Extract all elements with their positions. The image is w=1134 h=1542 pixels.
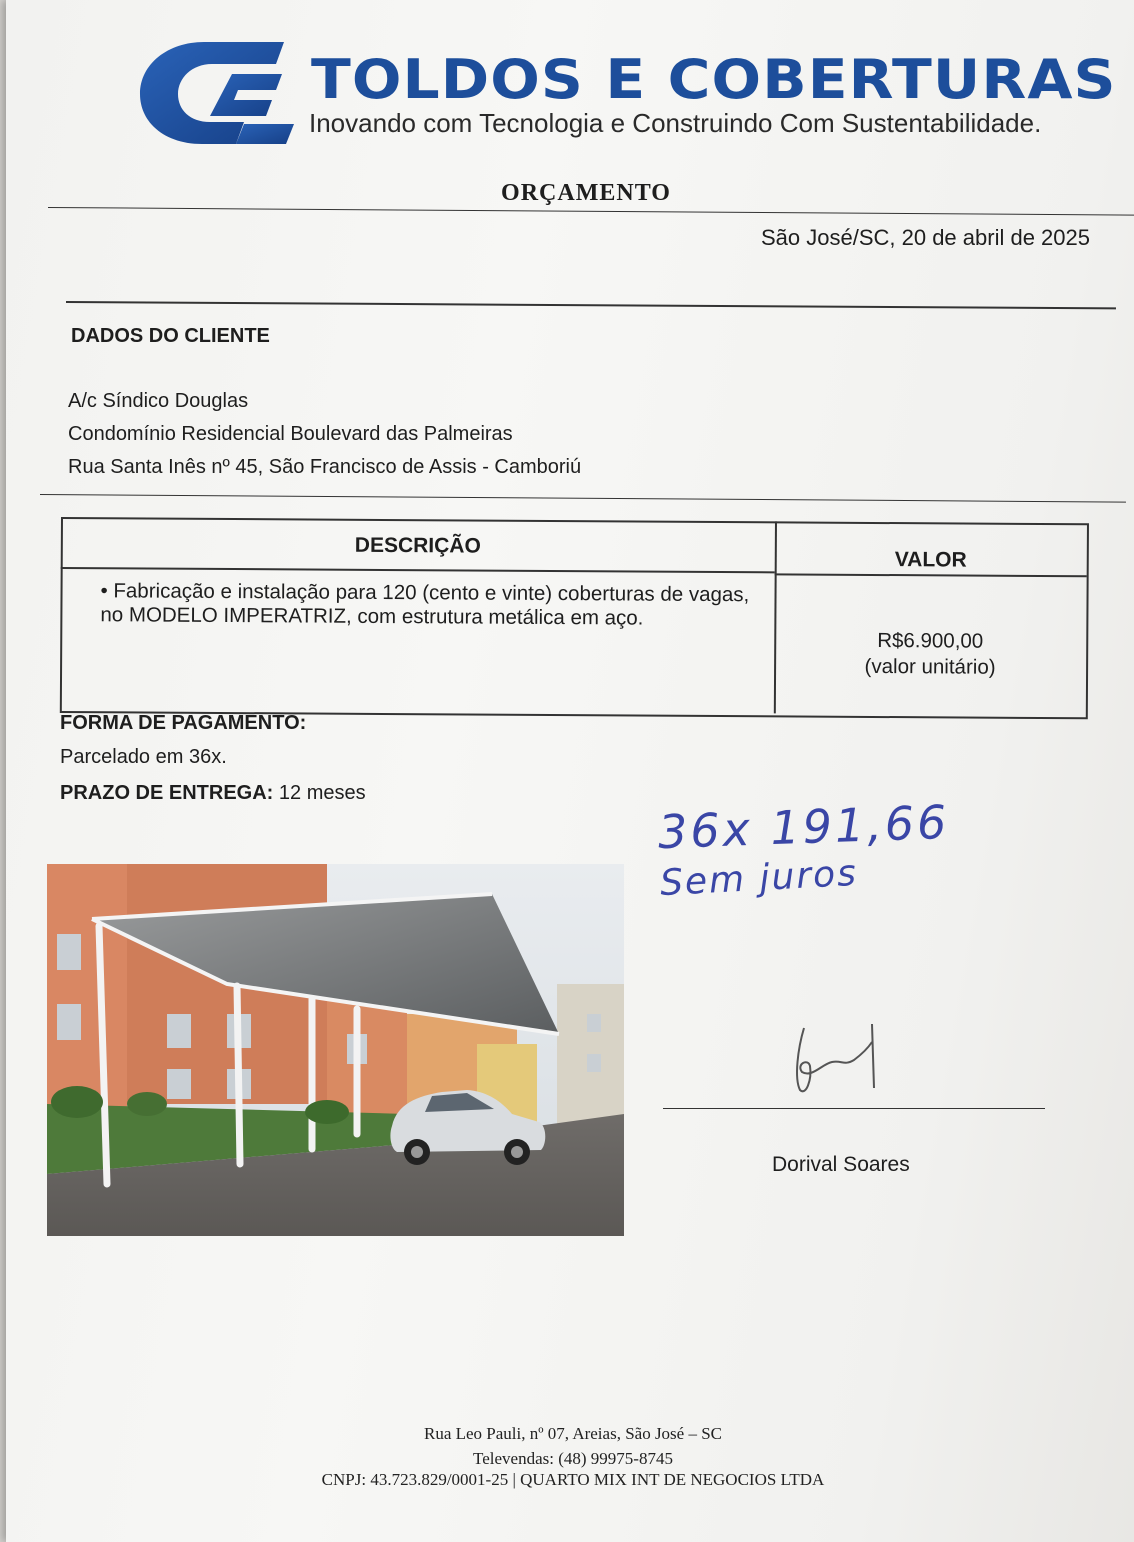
client-section-heading: DADOS DO CLIENTE — [71, 325, 270, 347]
client-attention-line: A/c Síndico Douglas — [68, 390, 249, 412]
handwritten-interest-note: Sem juros — [659, 852, 859, 905]
signer-name: Dorival Soares — [772, 1153, 910, 1176]
delivery-label: PRAZO DE ENTREGA: — [60, 782, 274, 804]
signature-line — [663, 1108, 1045, 1109]
table-row-value-cell — [774, 627, 1086, 681]
delivery-line — [60, 782, 366, 805]
quote-table — [60, 517, 1089, 723]
company-logo-icon — [134, 38, 294, 148]
document-date: São José/SC, 20 de abril de 2025 — [760, 225, 1090, 250]
table-header-description: DESCRIÇÃO — [354, 533, 481, 558]
client-address-line: Rua Santa Inês nº 45, São Francisco de Assis - Camboriú — [68, 456, 582, 478]
carport-photo — [47, 864, 624, 1236]
client-condo-line: Condomínio Residencial Boulevard das Palmeiras — [68, 423, 513, 445]
footer-address: Rua Leo Pauli, nº 07, Areias, São José – SC — [423, 1424, 723, 1443]
payment-heading: FORMA DE PAGAMENTO: — [60, 712, 307, 734]
footer-company: CNPJ: 43.723.829/0001-25 | QUARTO MIX INT DE NEGOCIOS LTDA — [321, 1470, 825, 1489]
delivery-value: 12 meses — [273, 782, 366, 804]
divider — [66, 301, 1116, 309]
brand-title: TOLDOS E COBERTURAS — [311, 48, 1117, 111]
document-page — [6, 0, 1134, 1542]
signature-scribble-icon — [782, 1018, 902, 1098]
document-title: ORÇAMENTO — [501, 180, 671, 206]
table-row-value-note: (valor unitário) — [864, 654, 996, 679]
divider — [48, 207, 1134, 216]
footer-phone: Televendas: (48) 99975-8745 — [473, 1449, 673, 1468]
table-header-value: VALOR — [894, 548, 967, 572]
brand-subtitle: Inovando com Tecnologia e Construindo Com Sustentabilidade. — [309, 108, 1042, 138]
divider — [40, 494, 1126, 503]
payment-value: Parcelado em 36x. — [60, 746, 227, 768]
handwritten-installment-note: 36x 191,66 — [657, 794, 951, 860]
table-row-description: • Fabricação e instalação para 120 (cento e vinte) coberturas de vagas, no MODELO IMPERATRIZ, com estrutura metálica em aço. — [100, 579, 750, 630]
table-row-value: R$6.900,00 — [877, 628, 984, 653]
